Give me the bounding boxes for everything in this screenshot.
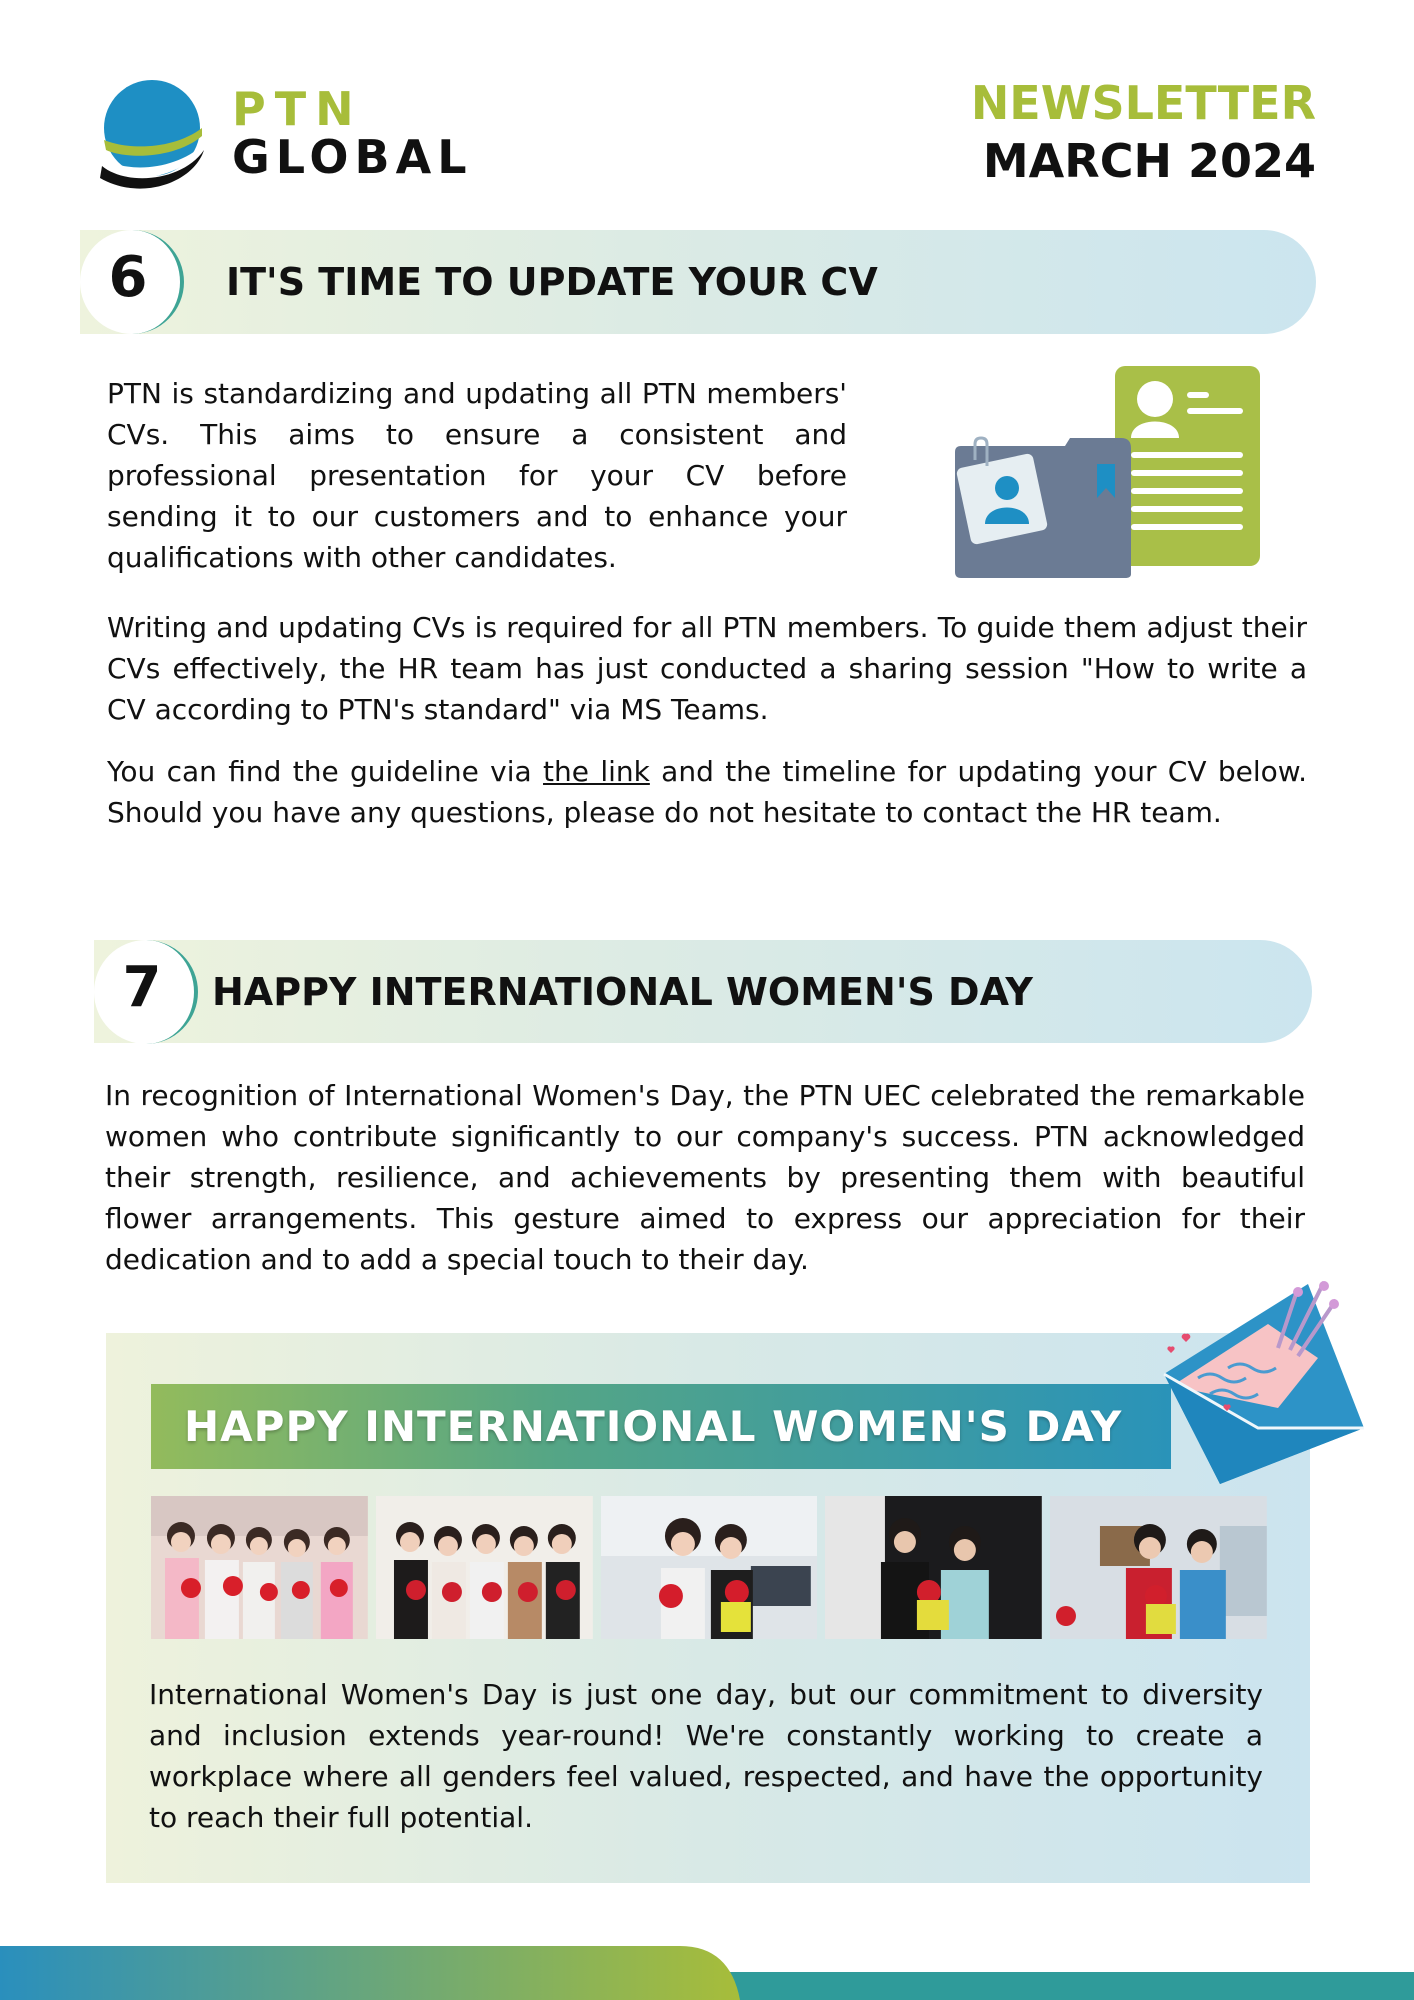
ptn-globe-logo-icon — [98, 78, 206, 196]
newsletter-label: NEWSLETTER — [970, 76, 1316, 130]
womens-day-photo-strip — [151, 1496, 1267, 1639]
section-6-banner — [80, 230, 1316, 334]
section-6-number: 6 — [108, 245, 148, 310]
brand-ptn-text: PTN — [232, 82, 363, 136]
section-7-number: 7 — [122, 955, 162, 1020]
section-6-paragraph-2: Writing and updating CVs is required for all PTN members. To guide them adjust their CVs effectively, the HR team has just conducted a sharing session "How to write a CV according to PTN's standard" via MS Teams. — [107, 611, 1307, 726]
newsletter-date: MARCH 2024 — [982, 134, 1316, 188]
guideline-link[interactable]: the link — [543, 755, 650, 788]
womens-day-card-text: International Women's Day is just one day, but our commitment to diversity and inclusion extends year-round! We're constantly working to create a workplace where all genders feel valued, respected, and have the opportunity to reach their full potential. — [149, 1678, 1263, 1834]
womens-day-photo-5 — [1050, 1496, 1267, 1639]
womens-day-photo-2 — [376, 1496, 593, 1639]
section-6-number-badge — [80, 230, 184, 334]
section-6-title: IT'S TIME TO UPDATE YOUR CV — [226, 260, 878, 304]
section-7-title: HAPPY INTERNATIONAL WOMEN'S DAY — [212, 970, 1033, 1014]
paragraph-3-text-before: You can find the guideline via — [107, 755, 544, 788]
brand-global-text: GLOBAL — [232, 130, 473, 184]
womens-day-photo-1 — [151, 1496, 368, 1639]
section-7-banner — [94, 940, 1312, 1043]
paragraph-3-text-after: and the timeline for updating your CV below. Should you have any questions, please do not hesitate to contact the HR team. — [107, 755, 1307, 829]
section-7-number-badge — [94, 940, 198, 1044]
cv-folder-illustration-icon — [955, 364, 1265, 579]
section-7-paragraph: In recognition of International Women's Day, the PTN UEC celebrated the remarkable women who contribute significantly to our company's success. PTN acknowledged their strength, resilience, and achievements by presenting them with beautiful flower arrangements. This gesture aimed to express our appreciation for their dedication and to add a special touch to their day. — [105, 1079, 1305, 1276]
section-6-paragraph-3 — [107, 751, 1307, 833]
envelope-icon — [1158, 1278, 1370, 1488]
section-6-paragraph-1: PTN is standardizing and updating all PTN members' CVs. This aims to ensure a consistent and professional presentation for your CV before sending it to our customers and to enhance your qualifications with other candidates. — [107, 377, 847, 574]
womens-day-photo-3 — [601, 1496, 818, 1639]
footer-wave-decoration — [0, 1946, 1414, 2000]
womens-day-card-title: HAPPY INTERNATIONAL WOMEN'S DAY — [184, 1402, 1123, 1451]
womens-day-photo-4 — [825, 1496, 1042, 1639]
